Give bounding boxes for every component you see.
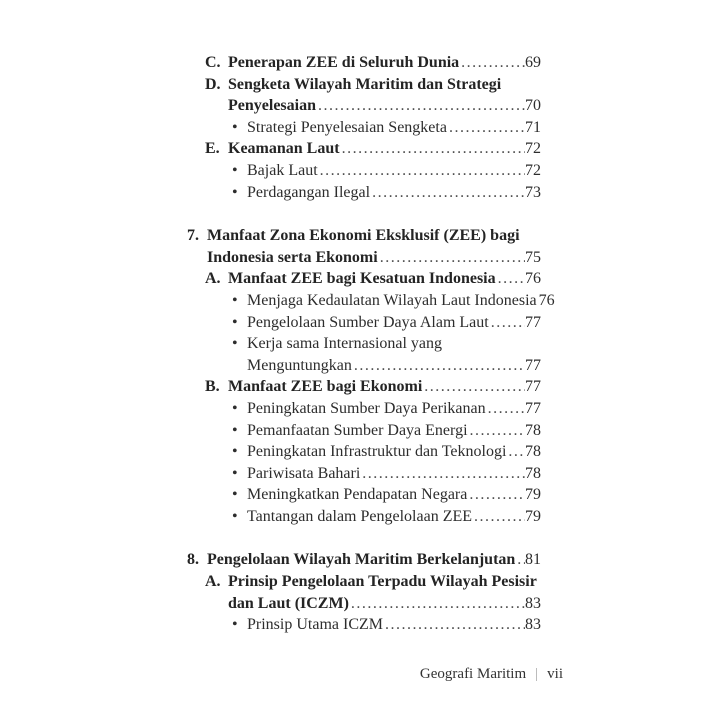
bullet-icon: •	[232, 313, 238, 331]
toc-item-title: Peningkatan Infrastruktur dan Teknologi	[247, 443, 507, 461]
bullet-icon: •	[232, 486, 238, 504]
toc-page-number: 78	[525, 443, 541, 461]
toc-page-number: 71	[525, 118, 541, 136]
bullet-icon: •	[232, 443, 238, 461]
toc-item-label: D.	[205, 75, 221, 93]
toc-item-title: Manfaat ZEE bagi Ekonomi	[228, 378, 423, 396]
toc-item-title: Indonesia serta Ekonomi	[207, 248, 378, 266]
dot-leader	[461, 52, 525, 74]
toc-item-title: Pemanfaatan Sumber Daya Energi	[247, 421, 468, 439]
bullet-icon: •	[232, 421, 238, 439]
toc-page-number: 77	[525, 313, 541, 331]
toc-item-title: Pariwisata Bahari	[247, 464, 361, 482]
toc-page-number: 75	[525, 248, 541, 266]
dot-leader	[488, 398, 525, 420]
toc-page-number: 83	[525, 616, 541, 634]
toc-line	[187, 52, 541, 74]
toc-item-label: 7.	[187, 227, 199, 245]
toc-line	[187, 441, 541, 463]
toc-item-title: Strategi Penyelesaian Sengketa	[247, 118, 447, 136]
dot-leader	[385, 614, 525, 636]
toc-line	[187, 420, 541, 442]
dot-leader	[474, 506, 525, 528]
toc-line	[187, 290, 555, 312]
dot-leader	[320, 160, 525, 182]
toc-item-title: Meningkatkan Pendapatan Negara	[247, 486, 468, 504]
toc-item-title: Peningkatan Sumber Daya Perikanan	[247, 399, 486, 417]
toc-item-label: A.	[205, 270, 221, 288]
toc-page-number: 76	[525, 270, 541, 288]
toc-line	[187, 160, 541, 182]
toc-item-title: Menjaga Kedaulatan Wilayah Laut Indonesia	[247, 291, 537, 309]
dot-leader	[424, 376, 525, 398]
toc-line	[187, 355, 541, 377]
toc-page-number: 78	[525, 464, 541, 482]
toc-page-number: 77	[525, 356, 541, 374]
toc-page-number: 79	[525, 507, 541, 525]
dot-leader	[351, 593, 525, 615]
dot-leader	[354, 355, 525, 377]
toc-page-number: 72	[525, 161, 541, 179]
toc-line	[187, 117, 541, 139]
dot-leader	[517, 549, 525, 571]
dot-leader	[318, 95, 525, 117]
toc-item-title: Prinsip Pengelolaan Terpadu Wilayah Pesisir	[228, 573, 537, 591]
toc-line	[187, 506, 541, 528]
dot-leader	[508, 441, 525, 463]
footer-separator: |	[535, 666, 539, 682]
bullet-icon: •	[232, 464, 238, 482]
toc-page-number: 73	[525, 183, 541, 201]
toc-line	[187, 463, 541, 485]
toc-line	[187, 247, 541, 269]
toc-line	[187, 333, 541, 355]
toc-item-label: E.	[205, 140, 220, 158]
toc-item-title: Prinsip Utama ICZM	[247, 616, 383, 634]
toc-page-number: 69	[525, 54, 541, 71]
dot-leader	[380, 247, 525, 269]
toc-item-title: dan Laut (ICZM)	[228, 594, 349, 612]
bullet-icon: •	[232, 118, 238, 136]
footer-page-number: vii	[547, 666, 563, 682]
bullet-icon: •	[232, 399, 238, 417]
toc-item-title: Kerja sama Internasional yang	[247, 335, 443, 353]
toc-item-label: 8.	[187, 551, 199, 569]
toc-line	[187, 549, 541, 571]
toc-page-number: 78	[525, 421, 541, 439]
toc-line	[187, 138, 541, 160]
toc-item-label: B.	[205, 378, 220, 396]
toc-item-title: Manfaat ZEE bagi Kesatuan Indonesia	[228, 270, 496, 288]
bullet-icon: •	[232, 161, 238, 179]
bullet-icon: •	[232, 291, 238, 309]
toc-item-title: Keamanan Laut	[228, 140, 340, 158]
bullet-icon: •	[232, 183, 238, 201]
toc-line	[187, 95, 541, 117]
dot-leader	[491, 312, 525, 334]
bullet-icon: •	[232, 507, 238, 525]
toc-item-label: C.	[205, 54, 221, 71]
bullet-icon: •	[232, 335, 238, 353]
bullet-icon: •	[232, 616, 238, 634]
toc-line	[187, 614, 541, 636]
toc-item-title: Pengelolaan Sumber Daya Alam Laut	[247, 313, 489, 331]
toc-line	[187, 376, 541, 398]
toc-page-number: 83	[525, 594, 541, 612]
toc-item-title: Tantangan dalam Pengelolaan ZEE	[247, 507, 473, 525]
dot-leader	[498, 268, 525, 290]
toc-line	[187, 225, 541, 247]
dot-leader	[372, 182, 525, 204]
toc-line	[187, 182, 541, 204]
toc-page-number: 70	[525, 97, 541, 115]
toc-page-number: 77	[525, 399, 541, 417]
toc-item-title: Sengketa Wilayah Maritim dan Strategi	[228, 75, 502, 93]
toc-item-title: Pengelolaan Wilayah Maritim Berkelanjutan	[207, 551, 516, 569]
dot-leader	[470, 420, 525, 442]
toc-page-number: 81	[525, 551, 541, 569]
toc-page-number: 77	[525, 378, 541, 396]
toc-line	[187, 571, 541, 593]
toc-item-title: Menguntungkan	[247, 356, 352, 374]
toc-page-number: 79	[525, 486, 541, 504]
toc-line	[187, 593, 541, 615]
page-footer	[420, 666, 563, 683]
dot-leader	[362, 463, 525, 485]
toc-page-number: 72	[525, 140, 541, 158]
toc-page-number: 76	[538, 291, 555, 309]
toc-line	[187, 398, 541, 420]
toc	[187, 52, 555, 636]
toc-item-title: Penyelesaian	[228, 97, 316, 115]
toc-line	[187, 484, 541, 506]
toc-item-title: Perdagangan Ilegal	[247, 183, 371, 201]
dot-leader	[449, 117, 525, 139]
toc-item-label: A.	[205, 573, 221, 591]
toc-line	[187, 74, 541, 96]
dot-leader	[469, 484, 525, 506]
toc-item-title: Manfaat Zona Ekonomi Eksklusif (ZEE) bagi	[207, 227, 520, 245]
toc-item-title: Bajak Laut	[247, 161, 318, 179]
footer-book-title: Geografi Maritim	[419, 666, 527, 682]
toc-line	[187, 312, 541, 334]
toc-line	[187, 268, 541, 290]
dot-leader	[342, 138, 525, 160]
toc-item-title: Penerapan ZEE di Seluruh Dunia	[228, 54, 460, 71]
